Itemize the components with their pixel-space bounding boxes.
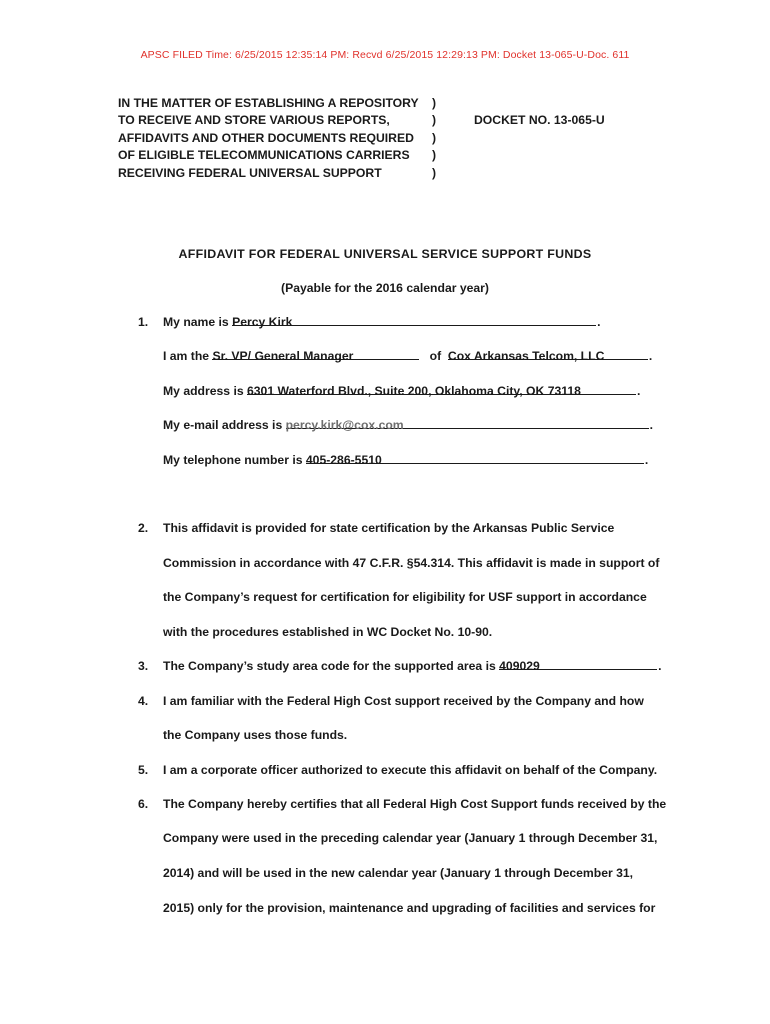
item-6-line (0, 899, 770, 917)
document-title: AFFIDAVIT FOR FEDERAL UNIVERSAL SERVICE SUPPORT FUNDS (178, 247, 592, 261)
study-area-label: The Company’s study area code for the supported area is (163, 659, 500, 673)
name-value: Percy Kirk (232, 315, 293, 329)
email-label: My e-mail address is (163, 418, 286, 432)
caption-row (118, 95, 678, 112)
item-4-line (0, 692, 770, 710)
item-4-text: the Company uses those funds. (163, 728, 348, 742)
item-number: 3. (138, 659, 149, 673)
item-2-text: the Company’s request for certification for eligibility for USF support in accordance (163, 590, 647, 604)
of-label: of (429, 349, 442, 363)
item-2-text: with the procedures established in WC Docket No. 10-90. (163, 625, 493, 639)
item-3-line (0, 657, 770, 675)
caption-line: IN THE MATTER OF ESTABLISHING A REPOSITORY (118, 96, 419, 110)
item-6-text: 2015) only for the provision, maintenance and upgrading of facilities and services for (163, 901, 656, 915)
item-1-phone-line (0, 451, 770, 469)
item-number: 6. (138, 797, 149, 811)
caption-row (118, 130, 678, 147)
caption-line: AFFIDAVITS AND OTHER DOCUMENTS REQUIRED (118, 130, 414, 145)
name-label: My name is (163, 315, 233, 329)
caption-paren: ) (432, 113, 437, 128)
item-6-line (0, 864, 770, 882)
address-field (247, 382, 636, 398)
title-field (212, 347, 419, 363)
caption-line: OF ELIGIBLE TELECOMMUNICATIONS CARRIERS (118, 148, 410, 163)
item-1-address-line (0, 382, 770, 400)
title-label: I am the (163, 349, 213, 363)
item-6-text: Company were used in the preceding calendar year (January 1 through December 31, (163, 831, 658, 845)
address-value: 6301 Waterford Blvd., Suite 200, Oklahoma City, OK 73118 (247, 384, 581, 398)
docket-number: DOCKET NO. 13-065-U (474, 113, 605, 128)
company-value: Cox Arkansas Telcom, LLC (447, 349, 605, 363)
item-2-line (0, 623, 770, 641)
period: . (648, 349, 653, 363)
item-4-line (0, 726, 770, 744)
filing-stamp: APSC FILED Time: 6/25/2015 12:35:14 PM: Recvd 6/25/2015 12:29:13 PM: Docket 13-065-U-Doc. 611 (140, 49, 630, 61)
document-subtitle: (Payable for the 2016 calendar year) (281, 281, 489, 295)
caption-row (118, 165, 678, 182)
item-number: 1. (138, 315, 149, 329)
address-label: My address is (163, 384, 247, 398)
phone-field (305, 451, 644, 467)
caption-row (118, 112, 678, 129)
item-number: 4. (138, 694, 149, 708)
caption-paren: ) (432, 130, 437, 145)
item-6-text: 2014) and will be used in the new calendar year (January 1 through December 31, (163, 866, 634, 880)
period: . (597, 315, 601, 329)
period: . (658, 659, 662, 673)
item-6-line (0, 795, 770, 813)
item-2-line (0, 554, 770, 572)
item-number: 2. (138, 521, 149, 535)
study-area-field (499, 657, 657, 673)
phone-value: 405-286-5510 (305, 453, 382, 467)
name-field (232, 313, 596, 329)
title-value: Sr. VP/ General Manager (212, 349, 354, 363)
caption-row (118, 147, 678, 164)
item-2-line (0, 588, 770, 606)
item-number: 5. (138, 763, 149, 777)
item-2-text: Commission in accordance with 47 C.F.R. §54.314. This affidavit is made in support of (163, 556, 660, 570)
item-1-name-line (0, 313, 770, 331)
caption-paren: ) (432, 148, 437, 163)
item-2-line (0, 519, 770, 537)
item-5-line (0, 761, 770, 779)
company-field (447, 347, 648, 363)
caption-line: TO RECEIVE AND STORE VARIOUS REPORTS, (118, 113, 390, 128)
item-2-text: This affidavit is provided for state certification by the Arkansas Public Service (163, 521, 615, 535)
item-6-line (0, 829, 770, 847)
phone-label: My telephone number is (163, 453, 306, 467)
item-1-email-line (0, 416, 770, 434)
email-field (285, 416, 649, 432)
item-1-title-line (0, 347, 770, 365)
item-4-text: I am familiar with the Federal High Cost support received by the Company and how (163, 694, 644, 708)
item-6-text: The Company hereby certifies that all Federal High Cost Support funds received by the (163, 797, 667, 811)
period: . (637, 384, 641, 398)
period: . (644, 453, 649, 467)
caption-line: RECEIVING FEDERAL UNIVERSAL SUPPORT (118, 165, 382, 180)
caption-paren: ) (432, 165, 437, 180)
email-value[interactable]: percy.kirk@cox.com (285, 418, 404, 432)
study-area-code: 409029 (499, 659, 540, 673)
case-caption (118, 95, 678, 182)
period: . (649, 418, 653, 432)
item-5-text: I am a corporate officer authorized to execute this affidavit on behalf of the Company. (163, 763, 658, 777)
caption-paren: ) (432, 96, 437, 110)
